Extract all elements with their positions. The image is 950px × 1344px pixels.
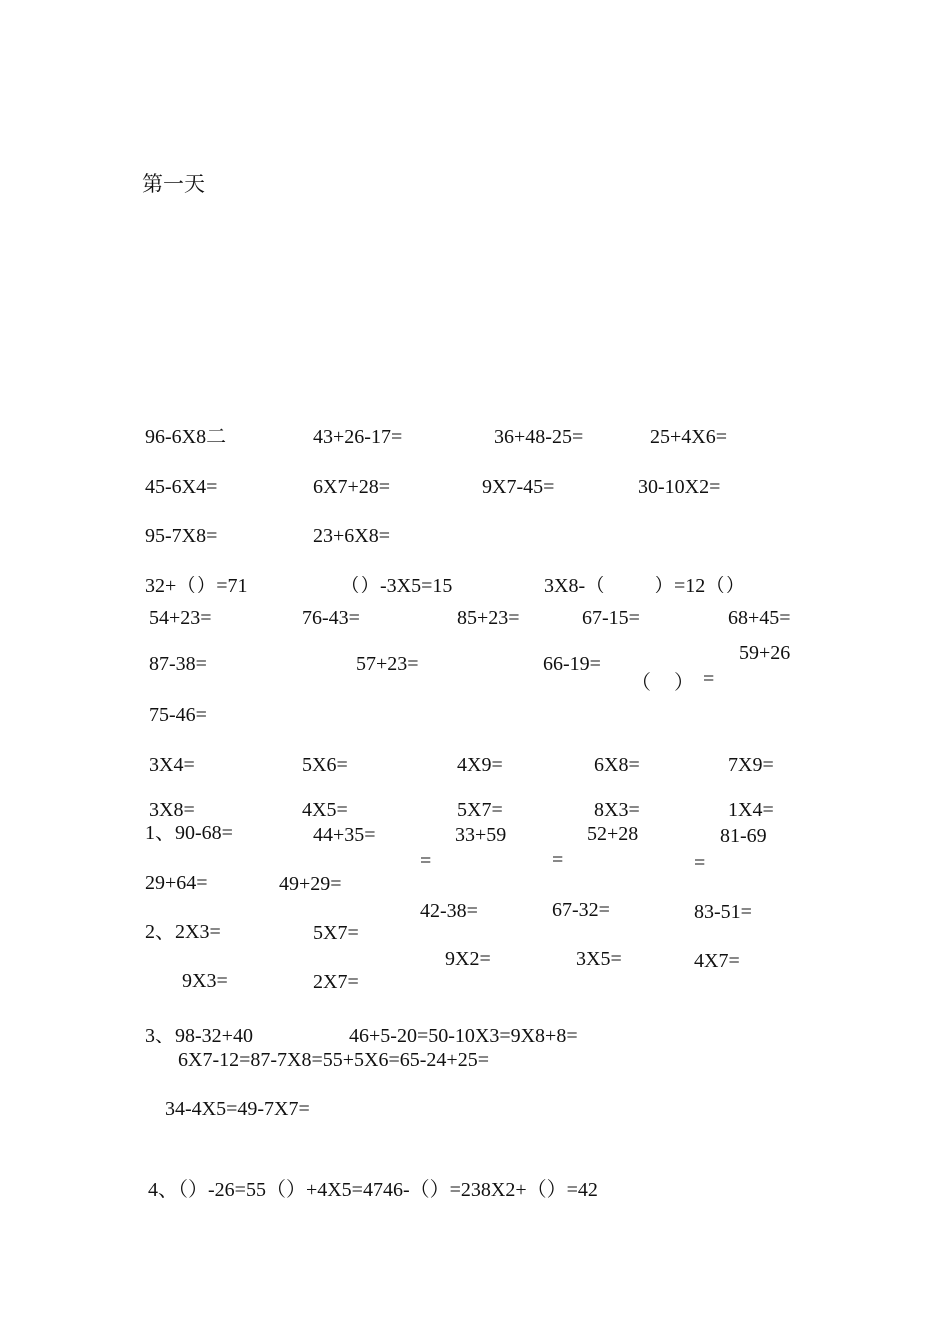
problem: 59+26 xyxy=(739,642,791,664)
problem: 34-4X5=49-7X7= xyxy=(165,1098,310,1120)
problem: 36+48-25= xyxy=(494,426,584,448)
problem: 4X5= xyxy=(302,799,348,821)
problem: 9X3= xyxy=(182,970,228,992)
problem: 46+5-20=50-10X3=9X8+8= xyxy=(349,1026,578,1043)
problem: 96-6X8二 xyxy=(145,426,227,448)
problem: 1、90-68= xyxy=(145,822,233,844)
problem: 8X3= xyxy=(594,799,640,821)
problem: 57+23= xyxy=(356,653,419,675)
problem: 2X7= xyxy=(313,971,359,993)
problem: 87-38= xyxy=(149,653,207,675)
problem: 76-43= xyxy=(302,607,360,629)
problem: 85+23= xyxy=(457,607,520,629)
page-title: 第一天 xyxy=(142,172,205,196)
problem: 3、98-32+40 xyxy=(145,1026,253,1043)
problem: 23+6X8= xyxy=(313,525,391,547)
equals-sign: = xyxy=(420,850,432,872)
problem: 67-15= xyxy=(582,607,640,629)
problem: （ xyxy=(631,672,651,694)
problem: 1X4= xyxy=(728,799,774,821)
problem: 3X8= xyxy=(149,799,195,821)
problem: ） xyxy=(674,672,694,694)
problem: 2、2X3= xyxy=(145,921,221,943)
problem: 45-6X4= xyxy=(145,476,218,498)
problem: ）=12（） xyxy=(654,576,746,593)
problem: 52+28 xyxy=(587,823,639,845)
problem: 4X9= xyxy=(457,754,503,776)
problem: 5X6= xyxy=(302,754,348,776)
problem: 4、（）-26=55（）+4X5=4746-（）=238X2+（）=42 xyxy=(148,1179,598,1201)
problem: 9X2= xyxy=(445,948,491,970)
problem: 44+35= xyxy=(313,824,376,846)
problem: 32+（）=71 xyxy=(145,576,248,593)
problem: 54+23= xyxy=(149,607,212,629)
problem: 6X7-12=87-7X8=55+5X6=65-24+25= xyxy=(178,1049,489,1071)
problem: 30-10X2= xyxy=(638,476,721,498)
problem: 25+4X6= xyxy=(650,426,728,448)
problem: 4X7= xyxy=(694,950,740,972)
problem: 43+26-17= xyxy=(313,426,403,448)
problem: 67-32= xyxy=(552,899,610,921)
problem: 3X5= xyxy=(576,948,622,970)
problem: 7X9= xyxy=(728,754,774,776)
problem: 3X8-（ xyxy=(544,576,606,593)
problem: 5X7= xyxy=(313,922,359,944)
problem: 83-51= xyxy=(694,901,752,923)
problem: 81-69 xyxy=(720,825,767,847)
problem: 29+64= xyxy=(145,872,208,894)
problem: 3X4= xyxy=(149,754,195,776)
problem: 6X7+28= xyxy=(313,476,391,498)
problem: 5X7= xyxy=(457,799,503,821)
problem: 68+45= xyxy=(728,607,791,629)
problem: 42-38= xyxy=(420,900,478,922)
problem: 33+59 xyxy=(455,824,507,846)
problem: = xyxy=(703,668,715,690)
problem: 66-19= xyxy=(543,653,601,675)
equals-sign: = xyxy=(694,852,706,874)
problem: （）-3X5=15 xyxy=(340,576,453,593)
equals-sign: = xyxy=(552,849,564,871)
problem: 6X8= xyxy=(594,754,640,776)
problem: 75-46= xyxy=(149,704,207,726)
problem: 9X7-45= xyxy=(482,476,555,498)
problem: 95-7X8= xyxy=(145,525,218,547)
problem: 49+29= xyxy=(279,873,342,895)
